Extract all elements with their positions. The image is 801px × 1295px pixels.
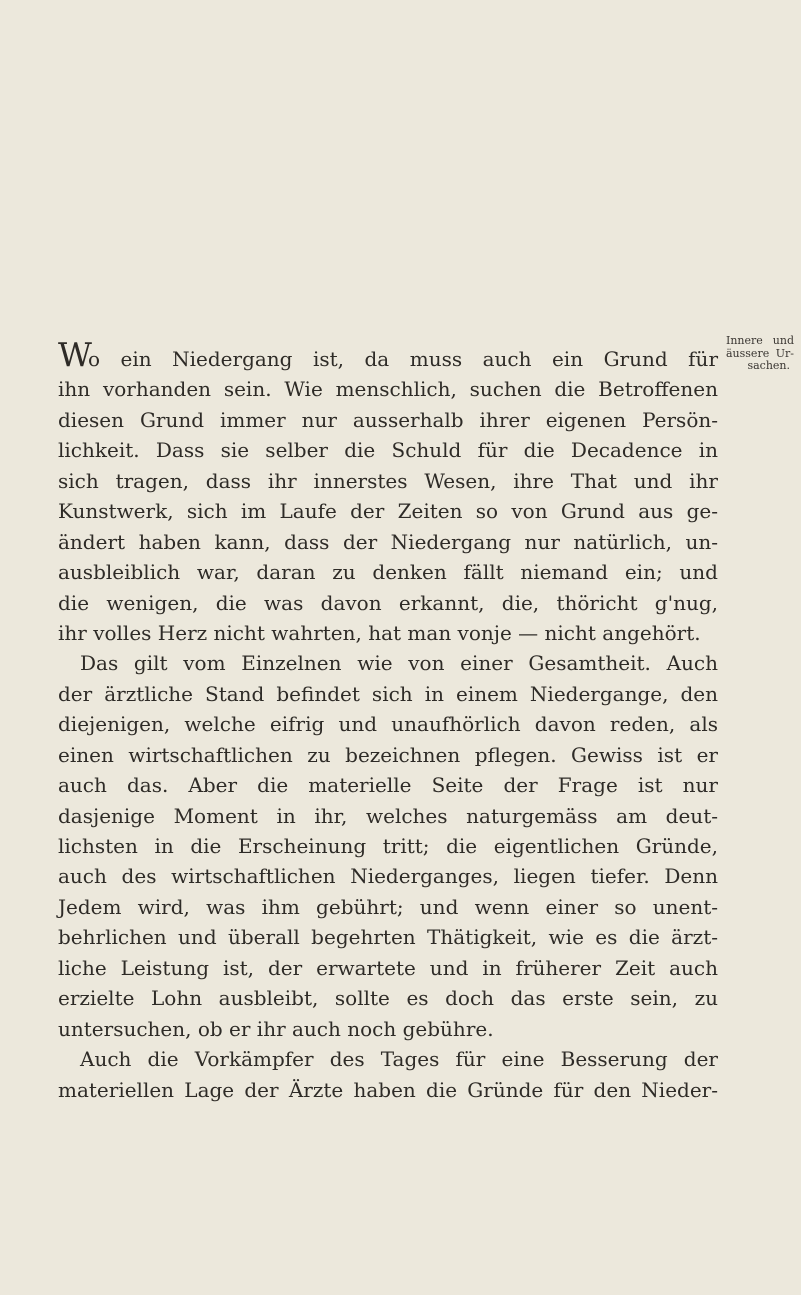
text-line: ändert haben kann, dass der Niedergang nur natürlich, un- [58,529,718,554]
text-line: die wenigen, die was davon erkannt, die, thöricht g'nug, [58,590,718,615]
margin-note [726,335,794,373]
text-line: ihn vorhanden sein. Wie menschlich, suchen die Betroffenen [58,377,718,402]
margin-note-line: Innere und [726,334,794,347]
margin-note-line: äussere Ur- [726,346,794,360]
text-line: materiellen Lage der Ärzte haben die Gründe für den Nieder- [58,1077,718,1102]
text-line: liche Leistung ist, der erwartete und in früherer Zeit auch [58,955,718,980]
text-line: Kunstwerk, sich im Laufe der Zeiten so von Grund aus ge- [58,499,718,524]
body-text [58,335,718,1105]
text-line-first [58,335,718,374]
text-line: ausbleiblich war, daran zu denken fällt niemand ein; und [58,560,718,585]
text-line: Jedem wird, was ihm gebührt; und wenn einer so unent- [58,894,718,919]
text-line: auch das. Aber die materielle Seite der Frage ist nur [58,773,718,798]
text-line: der ärztliche Stand befindet sich in einem Niedergange, den [58,681,718,706]
text-line: diejenigen, welche eifrig und unaufhörlich davon reden, als [58,712,718,737]
text-line: diesen Grund immer nur ausserhalb ihrer eigenen Persön- [58,407,718,432]
drop-cap: W [58,335,92,374]
text-line: auch des wirtschaftlichen Niederganges, liegen tiefer. Denn [58,864,718,889]
text-line: Das gilt vom Einzelnen wie von einer Gesamtheit. Auch [80,651,718,676]
text-line: behrlichen und überall begehrten Thätigkeit, wie es die ärzt- [58,925,718,950]
text-line: erzielte Lohn ausbleibt, sollte es doch das erste sein, zu [58,986,718,1011]
text-line: ihr volles Herz nicht wahrten, hat man vonje — nicht angehört. [58,620,701,645]
text-line: dasjenige Moment in ihr, welches naturgemäss am deut- [58,803,718,828]
text-line: lichsten in die Erscheinung tritt; die eigentlichen Gründe, [58,834,718,858]
text-line: untersuchen, ob er ihr auch noch gebühre. [58,1016,494,1041]
text-line: lichkeit. Dass sie selber die Schuld für die Decadence in [58,438,718,463]
margin-note-line: sachen. [747,359,790,372]
text-line: Auch die Vorkämpfer des Tages für eine Besserung der [80,1047,718,1072]
first-line-text: o ein Niedergang ist, da muss auch ein Grund für [88,347,718,371]
text-line: einen wirtschaftlichen zu bezeichnen pflegen. Gewiss ist er [58,742,718,767]
text-line: sich tragen, dass ihr innerstes Wesen, ihre That und ihr [58,468,718,493]
